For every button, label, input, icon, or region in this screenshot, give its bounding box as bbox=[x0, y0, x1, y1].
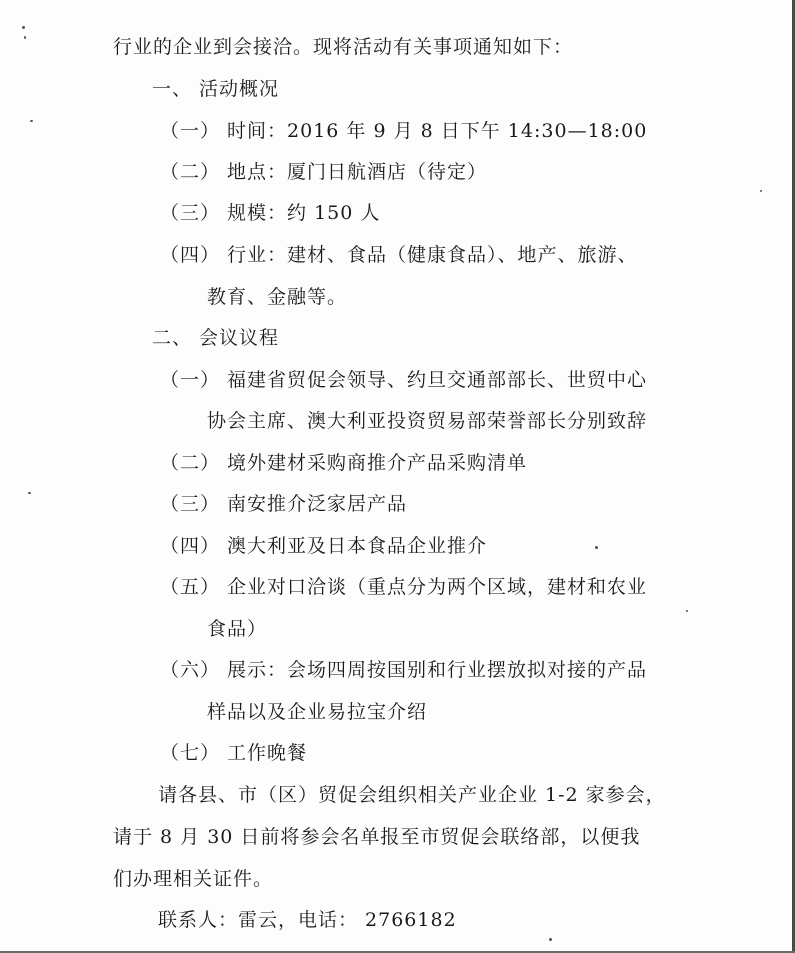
agenda-item-6: （六） 展示：会场四周按国别和行业摆放拟对接的产品 bbox=[160, 659, 648, 681]
scan-speck bbox=[549, 938, 552, 941]
request-paragraph-line-1: 请各县、市（区）贸促会组织相关产业企业 1-2 家参会， bbox=[158, 784, 666, 806]
scan-speck bbox=[595, 546, 598, 549]
contact-line: 联系人：雷云，电话： 2766182 bbox=[158, 909, 457, 931]
overview-item-time: （一） 时间：2016 年 9 月 8 日下午 14:30—18:00 bbox=[160, 120, 648, 142]
agenda-item-1-continued: 协会主席、澳大利亚投资贸易部荣誉部长分别致辞 bbox=[207, 410, 648, 432]
agenda-item-5-continued: 食品） bbox=[207, 618, 268, 640]
agenda-item-4: （四） 澳大利亚及日本食品企业推介 bbox=[160, 535, 488, 557]
overview-item-scale: （三） 规模：约 150 人 bbox=[160, 202, 381, 224]
scan-speck bbox=[686, 610, 688, 612]
agenda-item-2: （二） 境外建材采购商推介产品采购清单 bbox=[160, 452, 528, 474]
agenda-item-6-continued: 样品以及企业易拉宝介绍 bbox=[207, 701, 428, 723]
scan-speck bbox=[22, 26, 25, 29]
agenda-item-5: （五） 企业对口洽谈（重点分为两个区域，建材和农业 bbox=[160, 576, 648, 598]
scan-speck bbox=[760, 190, 762, 192]
request-paragraph-line-3: 们办理相关证件。 bbox=[113, 868, 274, 890]
overview-item-industry-continued: 教育、金融等。 bbox=[207, 286, 348, 308]
scan-speck bbox=[30, 120, 33, 122]
agenda-item-1: （一） 福建省贸促会领导、约旦交通部部长、世贸中心 bbox=[160, 369, 648, 391]
request-paragraph-line-2: 请于 8 月 30 日前将参会名单报至市贸促会联络部，以便我 bbox=[113, 826, 641, 848]
overview-item-industry: （四） 行业：建材、食品（健康食品）、地产、旅游、 bbox=[160, 244, 638, 266]
intro-line: 行业的企业到会接洽。现将活动有关事项通知如下： bbox=[113, 36, 574, 58]
scan-speck bbox=[28, 492, 31, 494]
agenda-item-7: （七） 工作晚餐 bbox=[160, 742, 308, 764]
section-heading-agenda: 二、 会议议程 bbox=[152, 327, 280, 349]
scan-speck bbox=[24, 36, 26, 39]
agenda-item-3: （三） 南安推介泛家居产品 bbox=[160, 493, 408, 515]
section-heading-overview: 一、 活动概况 bbox=[152, 78, 280, 100]
overview-item-location: （二） 地点：厦门日航酒店（待定） bbox=[160, 161, 488, 183]
